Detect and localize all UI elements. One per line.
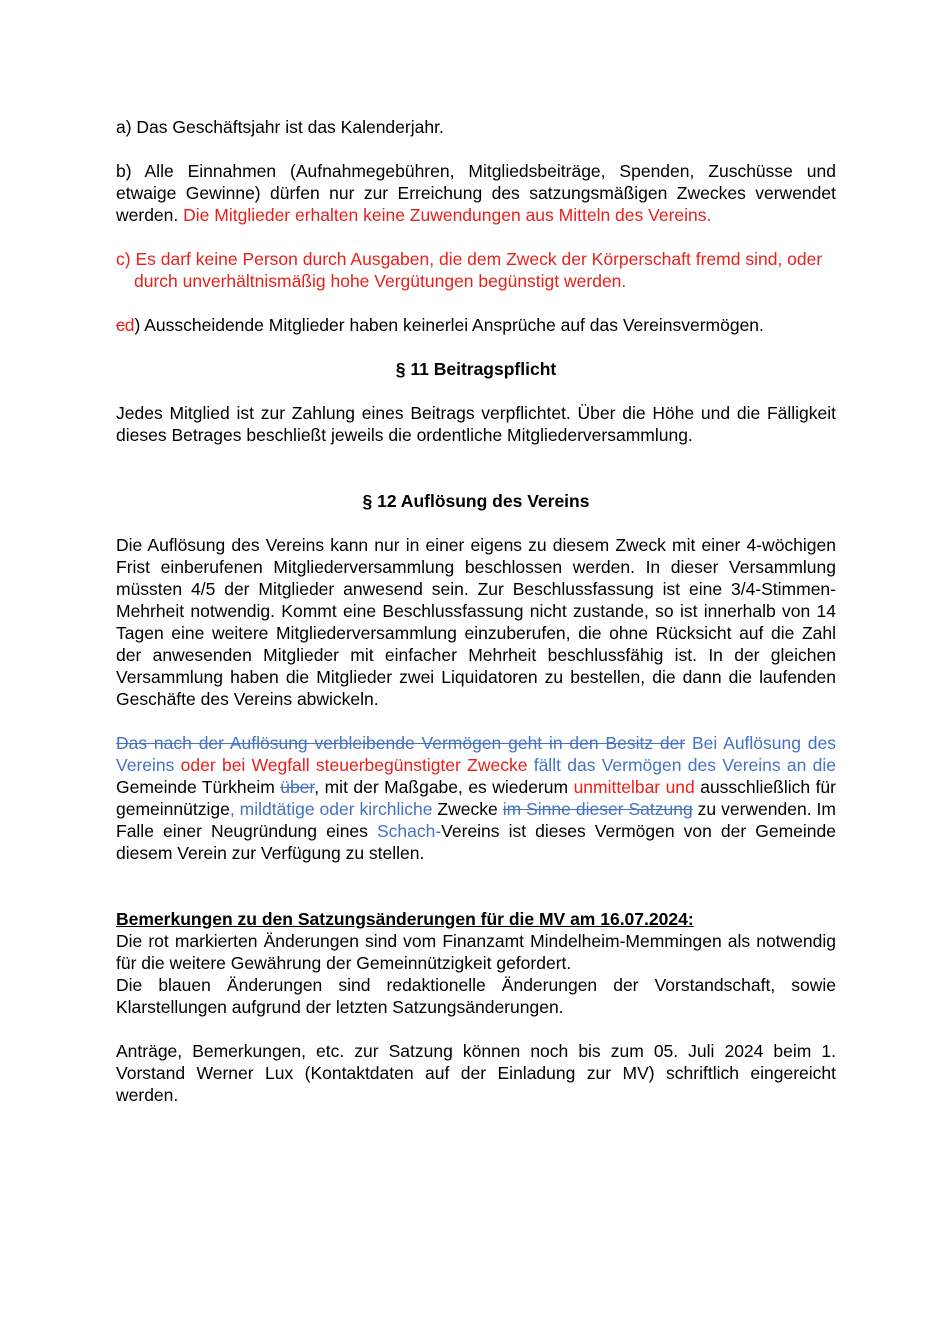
remarks-heading: Bemerkungen zu den Satzungsänderungen für die MV am 16.07.2024: bbox=[116, 909, 694, 929]
remarks-red-note: Die rot markierten Änderungen sind vom Finanzamt Mindelheim-Memmingen als notwendig für die weitere Gewährung der Gemeinnützigkeit gefordert. bbox=[116, 931, 836, 973]
struck-letter: c bbox=[116, 315, 125, 335]
section-12-text: Die Auflösung des Vereins kann nur in einer eigens zu diesem Zweck mit einer 4-wöchigen Frist einberufenen Mitgliederversammlung beschlossen werden. In dieser Versammlung müssten 4/5 der Mitglieder anwesend sein. Zur Beschlussfassung ist eine 3/4-Stimmen-Mehrheit notwendig. Kommt eine Beschlussfassung nicht zustande, so ist innerhalb von 14 Tagen eine weitere Mitgliederversammlung einzuberufen, die ohne Rücksicht auf die Zahl der anwesenden Mitglieder mit einfacher Mehrheit beschlussfähig ist. In der gleichen Versammlung haben die Mitglieder zwei Liquidatoren zu bestellen, die dann die laufenden Geschäfte des Vereins abwickeln. bbox=[116, 535, 836, 709]
struck-text: über bbox=[280, 777, 315, 797]
plain-text: Zwecke bbox=[432, 799, 503, 819]
struck-text: im Sinne dieser Satzung bbox=[502, 799, 693, 819]
paragraph-d bbox=[116, 314, 836, 336]
section-11-heading: § 11 Beitragspflicht bbox=[395, 359, 557, 379]
plain-text: zu verwenden. Im Falle einer Neugründung eines bbox=[116, 799, 836, 841]
remarks-deadline-note: Anträge, Bemerkungen, etc. zur Satzung können noch bis zum 05. Juli 2024 beim 1. Vorstand Werner Lux (Kontaktdaten auf der Einladung zur MV) schriftlich eingereicht werden. bbox=[116, 1041, 836, 1105]
section-12-heading: § 12 Auflösung des Vereins bbox=[362, 491, 590, 511]
paragraph-a: a) Das Geschäftsjahr ist das Kalenderjahr. bbox=[116, 117, 444, 137]
plain-text: , mit der Maßgabe, es wiederum bbox=[314, 777, 574, 797]
paragraph-d-text: ) Ausscheidende Mitglieder haben keinerlei Ansprüche auf das Vereinsvermögen. bbox=[134, 315, 764, 335]
section-12-assets-paragraph bbox=[116, 732, 836, 864]
paragraph-b-text: b) Alle Einnahmen (Aufnahmegebühren, Mitgliedsbeiträge, Spenden, Zuschüsse und etwaige Gewinne) dürfen nur zur Erreichung des satzungsmäßigen Zweckes verwendet werden. bbox=[116, 161, 836, 225]
paragraph-b-red-change: Die Mitglieder erhalten keine Zuwendungen aus Mitteln des Vereins. bbox=[183, 205, 712, 225]
document-page bbox=[116, 116, 836, 1106]
red-change: unmittelbar und bbox=[573, 777, 695, 797]
red-change: oder bei Wegfall steuerbegünstigter Zwecke bbox=[180, 755, 528, 775]
plain-text: ausschließlich für gemeinnützige bbox=[116, 777, 836, 819]
blue-change: fällt das Vermögen des Vereins an die bbox=[527, 755, 836, 775]
plain-text: Gemeinde Türkheim bbox=[116, 777, 281, 797]
struck-text: Das nach der Auflösung verbleibende Vermögen geht in den Besitz der bbox=[116, 733, 686, 753]
blue-change: Schach- bbox=[376, 821, 442, 841]
blue-change: Bei Auflösung des Vereins bbox=[116, 733, 837, 775]
paragraph-c: c) Es darf keine Person durch Ausgaben, die dem Zweck der Körperschaft fremd sind, oder durch unverhältnismäßig hohe Vergütungen begünstigt werden. bbox=[116, 249, 823, 291]
remarks-blue-note: Die blauen Änderungen sind redaktionelle Änderungen der Vorstandschaft, sowie Klarstellungen aufgrund der letzten Satzungsänderungen. bbox=[116, 975, 836, 1017]
plain-text: Vereins ist dieses Vermögen von der Gemeinde diesem Verein zur Verfügung zu stellen. bbox=[116, 821, 836, 863]
paragraph-b bbox=[116, 160, 836, 226]
blue-change: , mildtätige oder kirchliche bbox=[229, 799, 433, 819]
section-11-text: Jedes Mitglied ist zur Zahlung eines Beitrags verpflichtet. Über die Höhe und die Fälligkeit dieses Betrages beschließt jeweils die ordentliche Mitgliederversammlung. bbox=[116, 403, 836, 445]
inserted-letter: d bbox=[124, 315, 135, 335]
